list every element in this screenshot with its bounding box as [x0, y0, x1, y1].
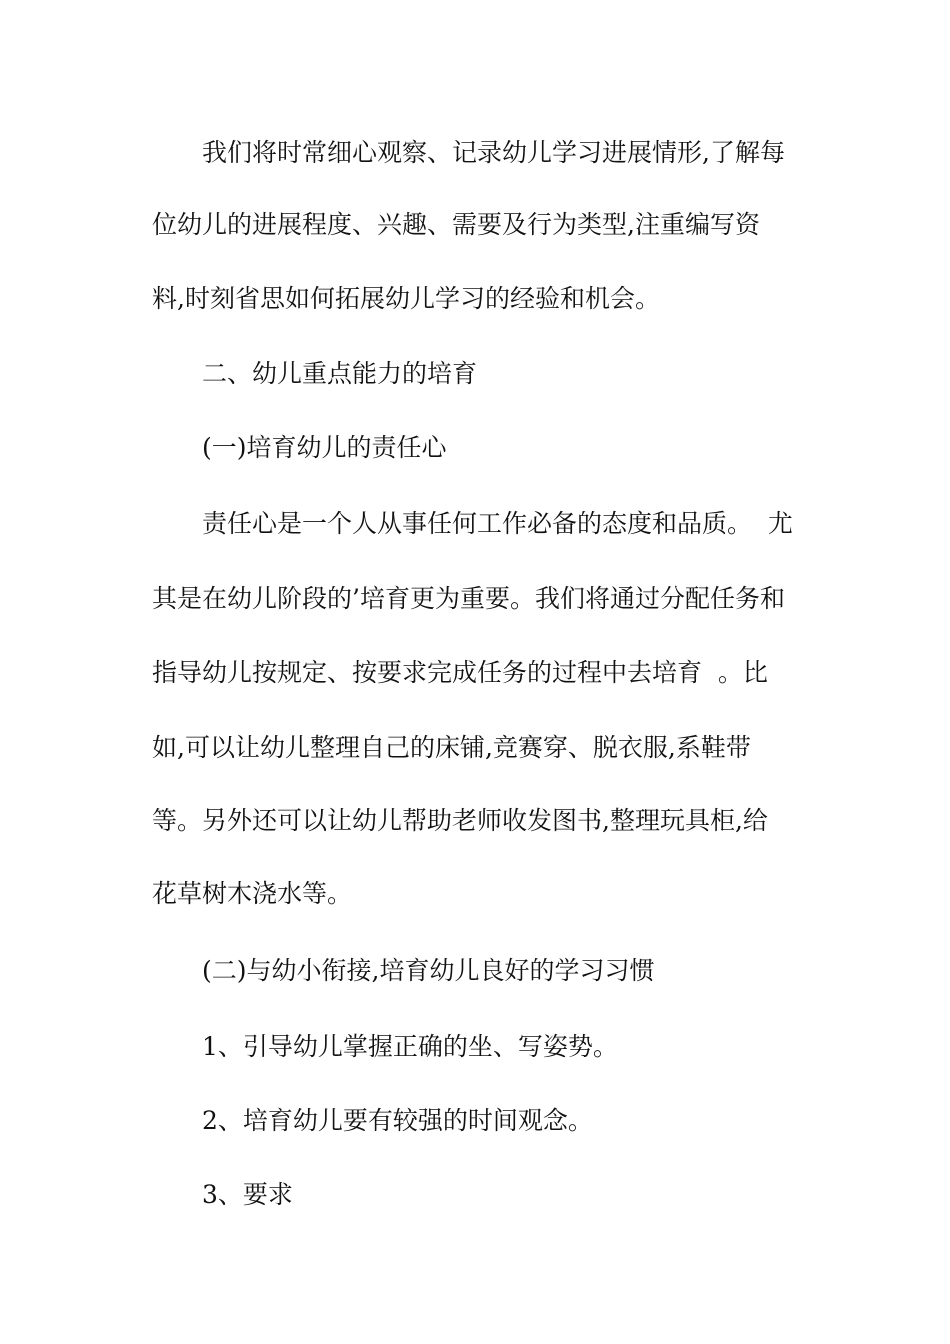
paragraph-line: 指导幼儿按规定、按要求完成任务的过程中去培育 。比	[152, 658, 768, 687]
paragraph-line: 其是在幼儿阶段的’培育更为重要。我们将通过分配任务和	[152, 584, 785, 613]
list-item: 3、要求	[202, 1180, 293, 1209]
list-item: 1、引导幼儿掌握正确的坐、写姿势。	[202, 1032, 618, 1061]
paragraph-line: 我们将时常细心观察、记录幼儿学习进展情形,了解每	[202, 138, 785, 167]
subsection-heading: (二)与幼小衔接,培育幼儿良好的学习习惯	[202, 956, 655, 985]
paragraph-line: 等。另外还可以让幼儿帮助老师收发图书,整理玩具柜,给	[152, 806, 768, 835]
subsection-heading: (一)培育幼儿的责任心	[202, 433, 447, 462]
paragraph-line: 花草树木浇水等。	[152, 879, 353, 908]
paragraph-line: 位幼儿的进展程度、兴趣、需要及行为类型,注重编写资	[152, 210, 760, 239]
section-heading: 二、幼儿重点能力的培育	[202, 359, 478, 388]
paragraph-line: 如,可以让幼儿整理自己的床铺,竞赛穿、脱衣服,系鞋带	[152, 733, 751, 762]
paragraph-line: 料,时刻省思如何拓展幼儿学习的经验和机会。	[152, 284, 660, 313]
list-item: 2、培育幼儿要有较强的时间观念。	[202, 1106, 593, 1135]
paragraph-line: 责任心是一个人从事任何工作必备的态度和品质。 尤	[202, 509, 793, 538]
